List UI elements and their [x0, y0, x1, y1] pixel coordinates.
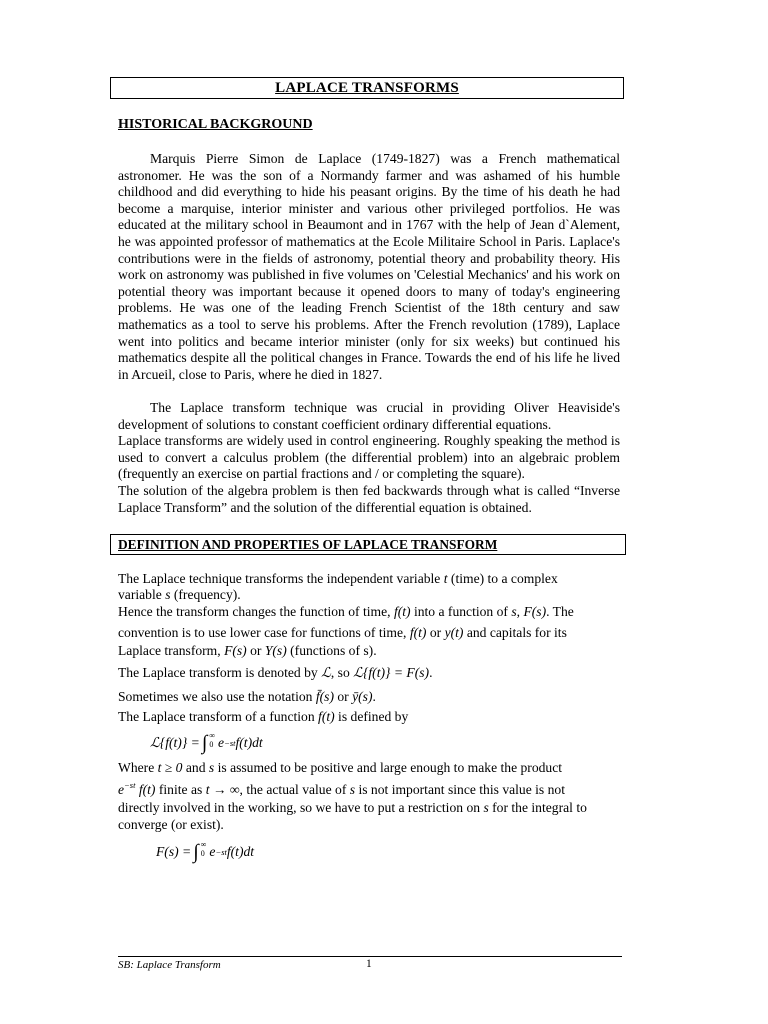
page-number: 1	[366, 958, 372, 970]
def-line-4: convention is to use lower case for functions of time, f(t) or y(t) and capitals for its	[118, 625, 567, 640]
def-line-9: Where t ≥ 0 and s is assumed to be positive and large enough to make the product	[118, 760, 563, 775]
section-heading-definition: DEFINITION AND PROPERTIES OF LAPLACE TRANSFORM	[118, 536, 498, 552]
def-line-7: Sometimes we also use the notation f̄(s) or ȳ(s).	[118, 689, 376, 704]
footer-label: SB: Laplace Transform	[118, 959, 221, 971]
title-box	[110, 77, 624, 99]
section-heading-definition-box	[110, 534, 626, 555]
paragraph-group-usage	[118, 400, 620, 516]
paragraph-inverse-transform: The solution of the algebra problem is then fed backwards through what is called “Inverse Laplace Transform” and the solution of the differential equation is obtained.	[118, 482, 620, 515]
def-line-8: The Laplace transform of a function f(t) is defined by	[118, 709, 409, 724]
paragraph-history: Marquis Pierre Simon de Laplace (1749-1827) was a French mathematical astronomer. He was the son of a Normandy farmer and was ashamed of his humble childhood and did everything to hide his peasant origins. By the time of his death he had become a marquise, interior minister and various other privileged portfolios. He was educated at the military school in Beaumont and in 1767 with the help of Jean d`Alement, he was appointed professor of mathematics at the Ecole Militaire School in Paris. Laplace's contributions were in the fields of astronomy, potential theory and probability theory. His work on astronomy was published in five volumes on 'Celestial Mechanics' and his work on potential theory was important because it opened doors to many of today's engineering problems. He was one of the leading French Scientist of the 18th century and saw mathematics as a tool to serve his problems. After the French revolution (1789), Laplace went into politics and became interior minister (only for six weeks) but continued his mathematics despite all the political changes in France. Towards the end of his life he lived in Arcueil, close to Paris, where he died in 1827.	[118, 151, 620, 382]
def-line-1: The Laplace technique transforms the independent variable t (time) to a complex	[118, 571, 558, 586]
paragraph-heaviside: The Laplace transform technique was crucial in providing Oliver Heaviside's development of solutions to constant coefficient ordinary differential equations.	[118, 400, 620, 432]
paragraph-control-engineering: Laplace transforms are widely used in control engineering. Roughly speaking the method is used to convert a calculus problem (the differential problem) into an algebraic problem (frequently an exercise on partial fractions and / or completing the square).	[118, 433, 620, 482]
def-line-3: Hence the transform changes the function of time, f(t) into a function of s, F(s). The	[118, 604, 574, 619]
footer-divider	[118, 956, 622, 957]
section-heading-historical: HISTORICAL BACKGROUND	[118, 117, 313, 132]
formula-laplace-definition: ℒ{f(t)} = ∫ ∞ 0 e −st f(t)dt	[150, 731, 263, 754]
def-line-2: variable s (frequency).	[118, 587, 241, 602]
def-line-12: converge (or exist).	[118, 817, 224, 832]
def-line-5: Laplace transform, F(s) or Y(s) (functions of s).	[118, 643, 377, 658]
def-line-11: directly involved in the working, so we have to put a restriction on s for the integral to	[118, 800, 587, 815]
def-line-6: The Laplace transform is denoted by ℒ, so ℒ{f(t)} = F(s).	[118, 665, 433, 681]
formula-Fs-definition: F(s) = ∫ ∞ 0 e −st f(t)dt	[156, 840, 255, 863]
page-title: LAPLACE TRANSFORMS	[275, 79, 459, 96]
def-line-10: $e^{-st}$ f(t) finite as t → ∞, the actual value of s is not important since this value is not	[118, 780, 565, 797]
